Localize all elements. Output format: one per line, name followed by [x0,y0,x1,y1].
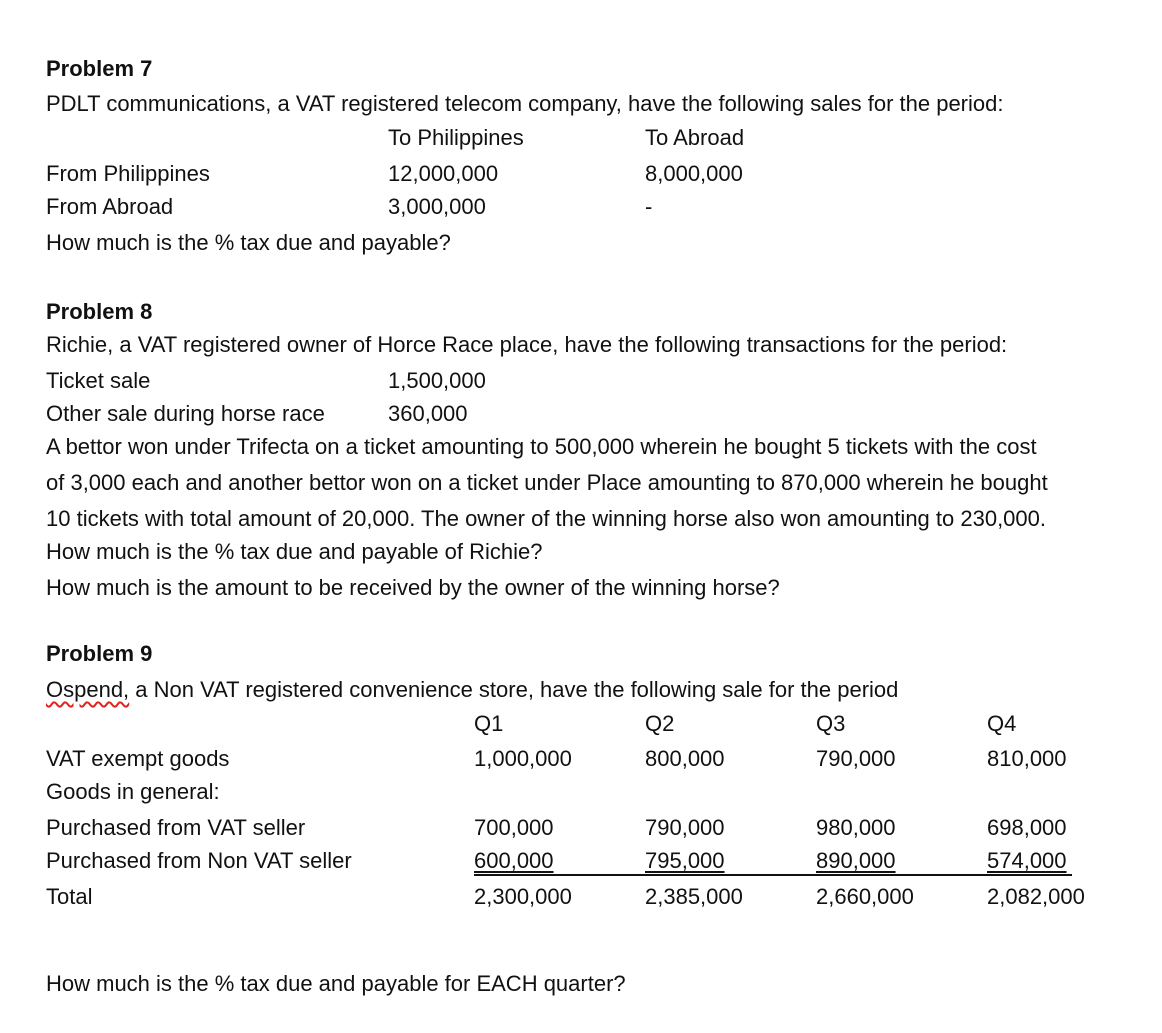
value-exempt-q2: 800,000 [645,746,725,771]
row-label-vat-exempt-goods: VAT exempt goods [46,746,230,771]
value-vat-seller-q4: 698,000 [987,815,1067,840]
row-label-ticket-sale: Ticket sale [46,368,151,393]
row-label-goods-in-general: Goods in general: [46,779,220,804]
problem-7-heading: Problem 7 [46,56,153,81]
quarter-header-q4: Q4 [987,711,1017,736]
value-other-sale: 360,000 [388,401,468,426]
value-exempt-q3: 790,000 [816,746,896,771]
row-label-purchased-vat-seller: Purchased from VAT seller [46,815,306,840]
value-vat-seller-q2: 790,000 [645,815,725,840]
row-label-from-abroad: From Abroad [46,194,174,219]
value-exempt-q1: 1,000,000 [474,746,572,771]
value-nonvat-seller-q1: 600,000 [474,848,554,873]
quarter-header-q1: Q1 [474,711,504,736]
problem-7-intro: PDLT communications, a VAT registered telecom company, have the following sales for the period: [46,91,1004,116]
value-exempt-q4: 810,000 [987,746,1067,771]
row-label-other-sale: Other sale during horse race [46,401,325,426]
problem-8-question-1: How much is the % tax due and payable of Richie? [46,539,543,564]
problem-8-question-2: How much is the amount to be received by the owner of the winning horse? [46,575,780,600]
problem-8-paragraph-line: 10 tickets with total amount of 20,000. The owner of the winning horse also won amounting to 230,000. [46,506,1047,531]
problem-8-paragraph-line: A bettor won under Trifecta on a ticket amounting to 500,000 wherein he bought 5 tickets with the cost [46,434,1037,459]
value-from-ph-to-abroad: 8,000,000 [645,161,743,186]
value-ticket-sale: 1,500,000 [388,368,486,393]
column-header-to-abroad: To Abroad [645,125,745,150]
row-label-purchased-nonvat-seller: Purchased from Non VAT seller [46,848,352,873]
problem-7-question: How much is the % tax due and payable? [46,230,451,255]
problem-9-question: How much is the % tax due and payable for EACH quarter? [46,971,626,996]
value-from-abroad-to-ph: 3,000,000 [388,194,486,219]
row-label-from-philippines: From Philippines [46,161,210,186]
value-total-q1: 2,300,000 [474,884,572,909]
problem-8-paragraph-line: of 3,000 each and another bettor won on a ticket under Place amounting to 870,000 wherein he bought [46,470,1048,495]
value-total-q4: 2,082,000 [987,884,1085,909]
problem-9-intro-rest: a Non VAT registered convenience store, have the following sale for the period [129,677,899,702]
value-vat-seller-q3: 980,000 [816,815,896,840]
problem-8-heading: Problem 8 [46,299,153,324]
misspelled-word-ospend: Ospend, [46,677,130,702]
row-label-total: Total [46,884,93,909]
value-total-q2: 2,385,000 [645,884,743,909]
problem-9-intro [46,679,898,701]
problem-8-intro: Richie, a VAT registered owner of Horce Race place, have the following transactions for the period: [46,332,1008,357]
problem-9-heading: Problem 9 [46,641,153,666]
value-from-abroad-to-abroad: - [645,194,653,219]
value-total-q3: 2,660,000 [816,884,914,909]
total-divider-line [474,874,1072,876]
value-vat-seller-q1: 700,000 [474,815,554,840]
quarter-header-q3: Q3 [816,711,846,736]
value-nonvat-seller-q3: 890,000 [816,848,896,873]
column-header-to-philippines: To Philippines [388,125,524,150]
value-from-ph-to-ph: 12,000,000 [388,161,499,186]
quarter-header-q2: Q2 [645,711,675,736]
value-nonvat-seller-q4: 574,000 [987,848,1067,873]
value-nonvat-seller-q2: 795,000 [645,848,725,873]
